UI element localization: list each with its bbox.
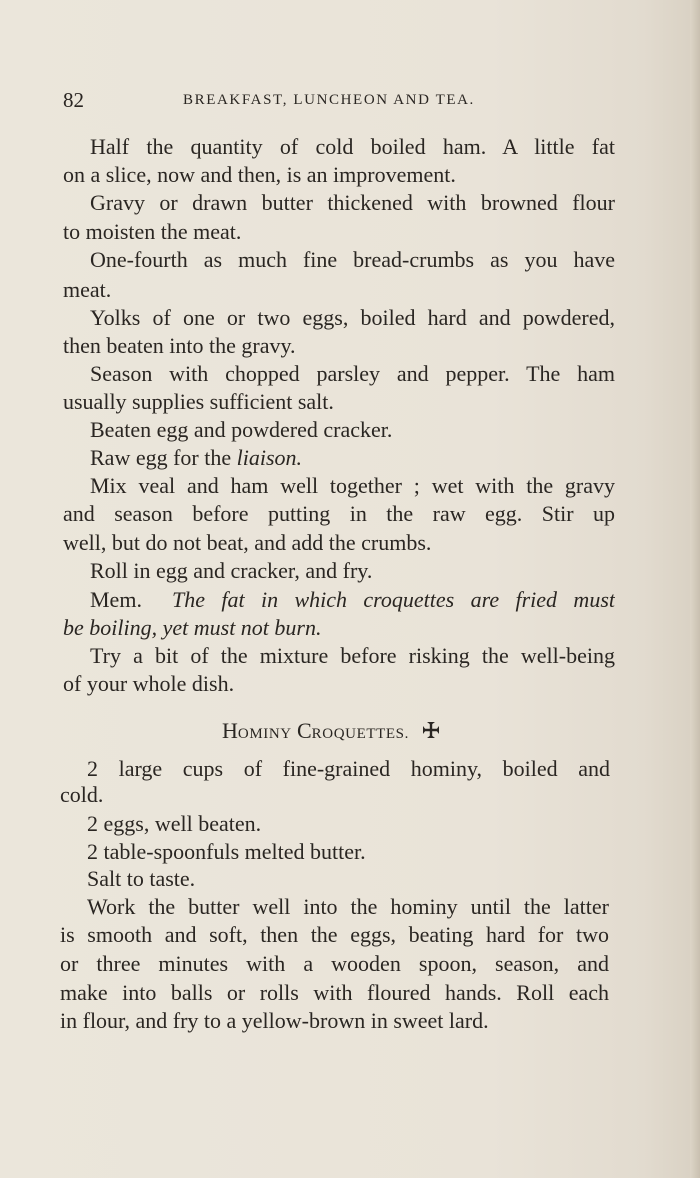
text-line: on a slice, now and then, is an improvement. — [63, 162, 456, 187]
maltese-cross-icon — [420, 720, 442, 740]
text-line — [90, 586, 615, 614]
text-line: be boiling, yet must not burn. — [63, 615, 322, 640]
text-line: Yolks of one or two eggs, boiled hard and powdered, — [90, 305, 615, 330]
instruction-line: is smooth and soft, then the eggs, beating hard for two — [60, 922, 609, 947]
page-header — [63, 88, 613, 116]
page-number: 82 — [63, 88, 84, 112]
text-line: Half the quantity of cold boiled ham. A little fat — [90, 134, 615, 159]
text-segment: Raw egg for the — [90, 445, 237, 470]
ingredient-line: 2 eggs, well beaten. — [87, 811, 262, 836]
text-line: Mix veal and ham well together ; wet with the gravy — [90, 473, 615, 498]
text-line: well, but do not beat, and add the crumbs. — [63, 530, 432, 555]
text-line: meat. — [63, 277, 112, 302]
ingredient-line: Salt to taste. — [87, 866, 196, 891]
text-line: Beaten egg and powdered cracker. — [90, 417, 393, 442]
text-line: then beaten into the gravy. — [63, 333, 296, 358]
heading-word: OMINY — [237, 726, 292, 742]
instruction-line: make into balls or rolls with floured hands. Roll each — [60, 980, 609, 1005]
text-line: One-fourth as much fine bread-crumbs as you have — [90, 247, 615, 272]
text-line: Gravy or drawn butter thickened with browned flour — [90, 190, 615, 215]
ingredient-line: 2 large cups of fine-grained hominy, boiled and — [87, 756, 610, 781]
heading-initial: C — [296, 718, 312, 743]
text-line: Season with chopped parsley and pepper. The ham — [90, 361, 615, 386]
text-line: Try a bit of the mixture before risking the well-being — [90, 643, 615, 668]
instruction-line: or three minutes with a wooden spoon, season, and — [60, 951, 609, 976]
text-line: and season before putting in the raw egg. Stir up — [63, 501, 615, 526]
page-edge — [690, 0, 700, 1178]
memo-text: The fat in which croquettes are fried must — [172, 587, 615, 612]
instruction-line: in flour, and fry to a yellow-brown in sweet lard. — [60, 1008, 489, 1033]
ingredient-line: cold. — [60, 782, 104, 807]
italic-term: liaison. — [236, 445, 303, 470]
text-line: Roll in egg and cracker, and fry. — [90, 558, 373, 583]
running-title: BREAKFAST, LUNCHEON AND TEA. — [183, 92, 475, 108]
text-line: of your whole dish. — [63, 671, 235, 696]
recipe-heading — [222, 717, 442, 748]
ingredient-line: 2 table-spoonfuls melted butter. — [87, 839, 366, 864]
instruction-line: Work the butter well into the hominy until the latter — [87, 894, 609, 919]
memo-label: Mem. — [90, 587, 142, 612]
text-line: to moisten the meat. — [63, 219, 242, 244]
heading-initial: H — [222, 718, 238, 743]
text-line: usually supplies sufficient salt. — [63, 389, 334, 414]
text-line — [90, 444, 302, 472]
heading-word: ROQUETTES. — [311, 726, 409, 742]
